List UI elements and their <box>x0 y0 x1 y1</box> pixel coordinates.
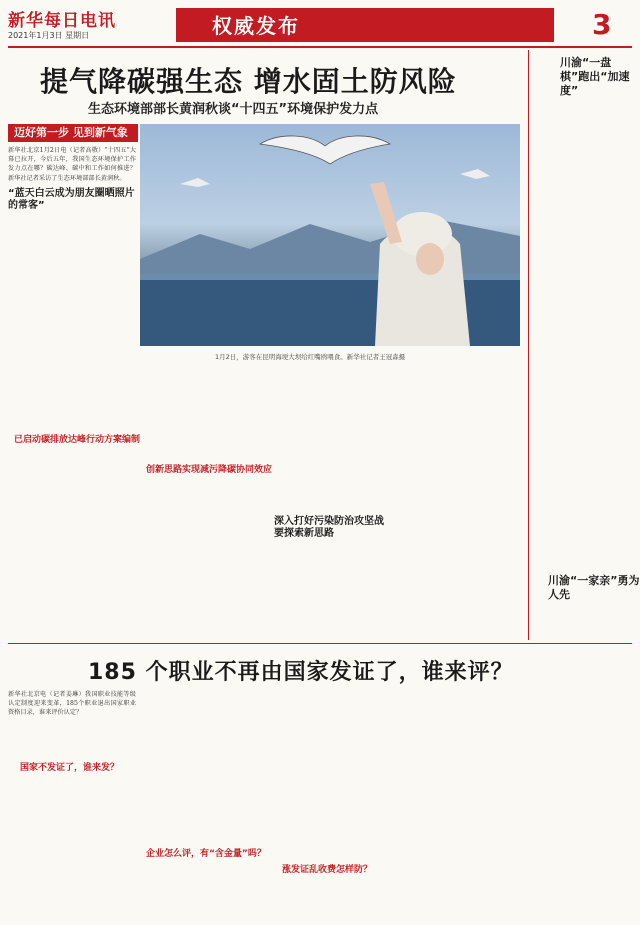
article-column-2b <box>140 478 268 636</box>
main-headline: 提气降碳强生态 增水固土防风险 <box>40 65 457 98</box>
bottom-column-2 <box>140 690 268 840</box>
sidebar-article-2 <box>534 592 632 638</box>
subtitle-carbon-peak: 已启动碳排放达峰行动方案编制 <box>14 435 141 445</box>
news-photo <box>140 124 520 346</box>
subtitle-blue-sky: “蓝天白云成为朋友圈晒照片的常客” <box>8 188 135 211</box>
bottom-subtitle-2: 企业怎么评，有“含金量”吗？ <box>146 849 266 859</box>
photo-caption: 1月2日，游客在昆明海埂大坝给红嘴鸥喂食。新华社记者王冠森摄 <box>215 353 406 361</box>
page-number: 3 <box>592 8 612 41</box>
sidebar-rule <box>528 50 529 640</box>
bottom-subtitle-3: 涨发证乱收费怎样防？ <box>282 865 373 875</box>
sidebar-article-1 <box>534 90 632 570</box>
bottom-column-4 <box>400 660 522 916</box>
bottom-headline: 185 个职业不再由国家发证了，谁来评？ <box>88 660 514 685</box>
subtitle-pollution: 深入打好污染防治攻坚战要探索新思路 <box>274 516 384 539</box>
lead-paragraph: 新华社北京1月2日电（记者高敬）“十四五”大幕已拉开，今后五年，我国生态环境保护工作发力点在哪？碳达峰、碳中和工作如何推进？新华社记者采访了生态环境部部长黄润秋。 <box>8 147 136 182</box>
article-column-2a <box>140 362 268 458</box>
section-title: 权威发布 <box>212 14 300 38</box>
bottom-column-3b <box>274 878 394 918</box>
masthead-rule <box>8 46 632 48</box>
article-column-4 <box>386 362 522 636</box>
bottom-article-rule <box>8 643 632 644</box>
sidebar-headline-chengyu: 川渝“一盘棋”跑出“加速度” <box>560 56 630 97</box>
bottom-column-3 <box>274 690 394 858</box>
column-kicker: 迈好第一步 见到新气象 <box>8 124 138 142</box>
article-column-1b <box>8 446 136 636</box>
article-column-3a <box>274 362 382 512</box>
sidebar-headline-family: 川渝“一家亲”勇为人先 <box>548 574 640 601</box>
bottom-column-1 <box>8 776 136 916</box>
article-column-1 <box>8 218 136 426</box>
issue-date: 2021年1月3日 星期日 <box>8 31 90 40</box>
article-column-3b <box>274 544 382 636</box>
subtitle-synergy: 创新思路实现减污降碳协同效应 <box>146 465 273 475</box>
bottom-lead: 新华社北京电（记者姜琳）我国职业技能等级认定制度迎来变革，185个职业退出国家职业资格目录，谁来评价认定？ <box>8 691 136 717</box>
sub-headline: 生态环境部部长黄润秋谈“十四五”环境保护发力点 <box>88 102 379 117</box>
bottom-subtitle-1: 国家不发证了，谁来发？ <box>20 763 120 773</box>
photo-illustration <box>140 124 520 346</box>
bottom-column-2b <box>140 862 268 916</box>
newspaper-name: 新华每日电讯 <box>8 11 116 31</box>
sidebar-article-2-cont <box>534 648 632 916</box>
